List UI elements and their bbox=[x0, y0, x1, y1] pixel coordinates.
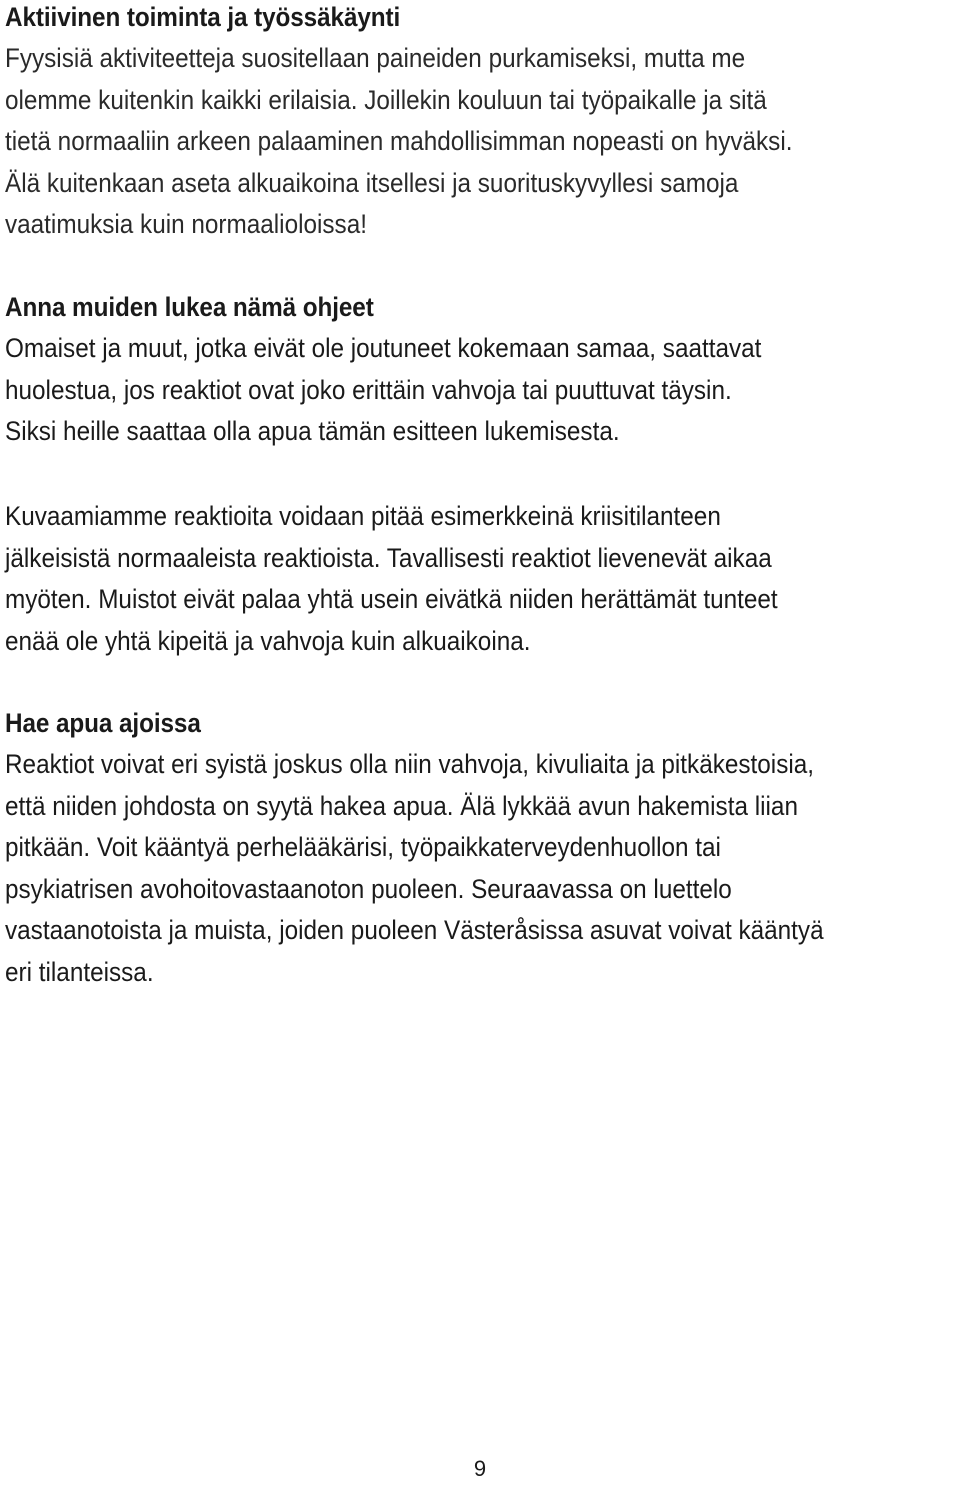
paragraph-line: vastaanotoista ja muista, joiden puoleen Västeråsissa asuvat voivat kääntyä bbox=[5, 915, 824, 946]
section-normal-reactions bbox=[5, 496, 864, 662]
section-active-work bbox=[5, 0, 880, 246]
paragraph-line: myöten. Muistot eivät palaa yhtä usein eivätkä niiden herättämät tunteet bbox=[5, 584, 778, 615]
paragraph-line: tietä normaaliin arkeen palaaminen mahdollisimman nopeasti on hyväksi. bbox=[5, 126, 793, 157]
paragraph-line: eri tilanteissa. bbox=[5, 956, 154, 987]
paragraph-line: Siksi heille saattaa olla apua tämän esitteen lukemisesta. bbox=[5, 416, 620, 447]
paragraph-line: Fyysisiä aktiviteetteja suositellaan paineiden purkamiseksi, mutta me bbox=[5, 43, 746, 73]
paragraph-line: vaatimuksia kuin normaalioloissa! bbox=[5, 209, 367, 240]
paragraph-line: Älä kuitenkaan aseta alkuaikoina itsellesi ja suorituskyvyllesi samoja bbox=[5, 167, 739, 198]
paragraph-line: Reaktiot voivat eri syistä joskus olla niin vahvoja, kivuliaita ja pitkäkestoisia, bbox=[5, 749, 815, 779]
paragraph-line: huolestua, jos reaktiot ovat joko erittäin vahvoja tai puuttuvat täysin. bbox=[5, 374, 732, 405]
section-seek-help bbox=[5, 703, 915, 994]
page-number: 9 bbox=[473, 1456, 487, 1481]
section-let-others-read bbox=[5, 287, 845, 453]
paragraph-line: Omaiset ja muut, jotka eivät ole joutuneet kokemaan samaa, saattavat bbox=[5, 333, 762, 363]
section-heading: Hae apua ajoissa bbox=[5, 708, 201, 738]
paragraph-line: olemme kuitenkin kaikki erilaisia. Joillekin kouluun tai työpaikalle ja sitä bbox=[5, 84, 767, 115]
paragraph-line: Kuvaamiamme reaktioita voidaan pitää esimerkkeinä kriisitilanteen bbox=[5, 501, 721, 531]
section-heading: Aktiivinen toiminta ja työssäkäynti bbox=[5, 2, 401, 32]
paragraph-line: pitkään. Voit kääntyä perhelääkärisi, työpaikkaterveydenhuollon tai bbox=[5, 832, 721, 863]
section-heading: Anna muiden lukea nämä ohjeet bbox=[5, 292, 374, 322]
paragraph-line: enää ole yhtä kipeitä ja vahvoja kuin alkuaikoina. bbox=[5, 625, 531, 656]
paragraph-line: psykiatrisen avohoitovastaanoton puoleen. Seuraavassa on luettelo bbox=[5, 873, 732, 904]
paragraph-line: että niiden johdosta on syytä hakea apua. Älä lykkää avun hakemista liian bbox=[5, 790, 798, 821]
paragraph-line: jälkeisistä normaaleista reaktioista. Tavallisesti reaktiot lievenevät aikaa bbox=[5, 542, 772, 573]
